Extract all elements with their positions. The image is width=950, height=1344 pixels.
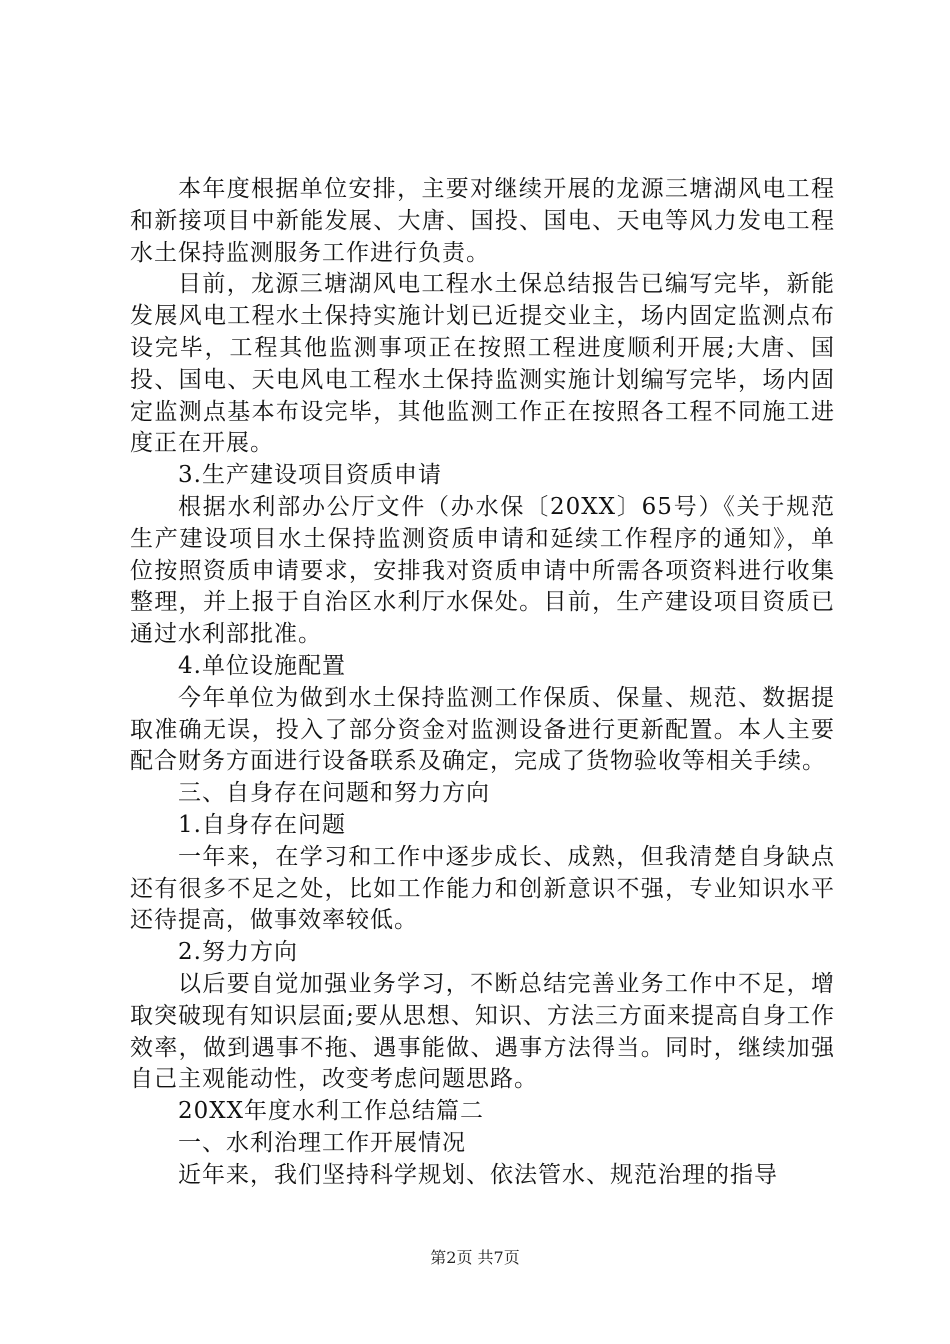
page-number-footer: 第2页 共7页 <box>430 1248 520 1267</box>
paragraph-direction: 以后要自觉加强业务学习，不断总结完善业务工作中不足，增取突破现有知识层面;要从思想、知识、方法三方面来提高自身工作效率，做到遇事不拖、遇事能做、遇事方法得当。同时，继续加强自己主观能动性，改变考虑问题思路。 <box>130 970 835 1093</box>
heading-problems-direction: 三、自身存在问题和努力方向 <box>178 780 490 807</box>
paragraph-work-overview: 本年度根据单位安排，主要对继续开展的龙源三塘湖风电工程和新接项目中新能发展、大唐、国投、国电、天电等风力发电工程水土保持监测服务工作进行负责。 <box>130 176 835 266</box>
paragraph-progress: 目前，龙源三塘湖风电工程水土保总结报告已编写完毕，新能发展风电工程水土保持实施计划已近提交业主，场内固定监测点布设完毕，工程其他监测事项正在按照工程进度顺利开展;大唐、国投、国电、天电风电工程水土保持监测实施计划编写完毕，场内固定监测点基本布设完毕，其他监测工作正在按照各工程不同施工进度正在开展。 <box>130 271 835 457</box>
heading-part-two: 20XX年度水利工作总结篇二 <box>178 1098 485 1125</box>
heading-problems: 1.自身存在问题 <box>178 811 346 838</box>
document-body <box>130 174 835 1192</box>
paragraph-problems: 一年来，在学习和工作中逐步成长、成熟，但我清楚自身缺点还有很多不足之处，比如工作能力和创新意识不强，专业知识水平还待提高，做事效率较低。 <box>130 843 835 934</box>
heading-direction: 2.努力方向 <box>178 939 298 966</box>
paragraph-governance: 近年来，我们坚持科学规划、依法管水、规范治理的指导 <box>178 1161 778 1188</box>
paragraph-facilities: 今年单位为做到水土保持监测工作保质、保量、规范、数据提取准确无误，投入了部分资金对监测设备进行更新配置。本人主要配合财务方面进行设备联系及确定，完成了货物验收等相关手续。 <box>130 684 835 775</box>
paragraph-qualification: 根据水利部办公厅文件（办水保〔20XX〕65号）《关于规范生产建设项目水土保持监测资质申请和延续工作程序的通知》，单位按照资质申请要求，安排我对资质申请中所需各项资料进行收集整理，并上报于自治区水利厅水保处。目前，生产建设项目资质已通过水利部批准。 <box>130 493 835 648</box>
heading-governance: 一、水利治理工作开展情况 <box>178 1129 466 1156</box>
heading-facilities: 4.单位设施配置 <box>178 652 346 679</box>
heading-qualification: 3.生产建设项目资质申请 <box>178 462 442 489</box>
